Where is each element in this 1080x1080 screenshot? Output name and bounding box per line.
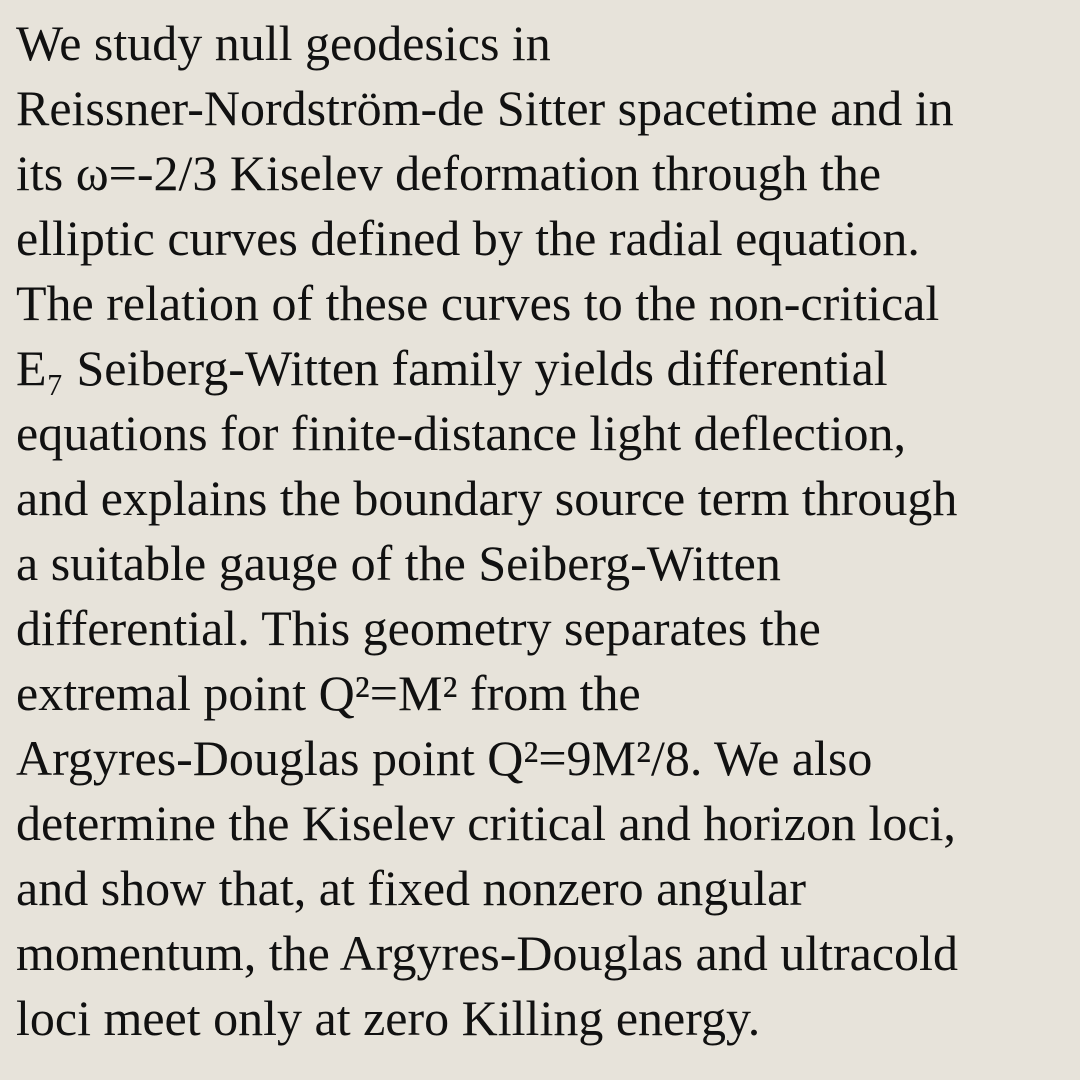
abstract-line: loci meet only at zero Killing energy.	[16, 990, 761, 1046]
abstract-line: elliptic curves defined by the radial equation.	[16, 210, 920, 266]
abstract-line: its ω=-2/3 Kiselev deformation through the	[16, 145, 882, 201]
abstract-line: equations for finite-distance light deflection,	[16, 405, 906, 461]
abstract-line: momentum, the Argyres-Douglas and ultracold	[16, 925, 958, 981]
abstract-line: The relation of these curves to the non-critical	[16, 275, 940, 331]
abstract-line: differential. This geometry separates the	[16, 600, 821, 656]
abstract-line: Argyres-Douglas point Q²=9M²/8. We also	[16, 730, 873, 786]
abstract-line: and show that, at fixed nonzero angular	[16, 860, 807, 916]
abstract-line: a suitable gauge of the Seiberg-Witten	[16, 535, 781, 591]
abstract-line: Reissner-Nordström-de Sitter spacetime and in	[16, 80, 954, 136]
abstract-line: E₇ Seiberg-Witten family yields differential	[16, 340, 888, 396]
abstract-line: and explains the boundary source term through	[16, 470, 958, 526]
abstract-line: We study null geodesics in	[16, 15, 551, 71]
abstract-line: determine the Kiselev critical and horizon loci,	[16, 795, 956, 851]
abstract-line: extremal point Q²=M² from the	[16, 665, 641, 721]
abstract-text	[16, 11, 1064, 1051]
